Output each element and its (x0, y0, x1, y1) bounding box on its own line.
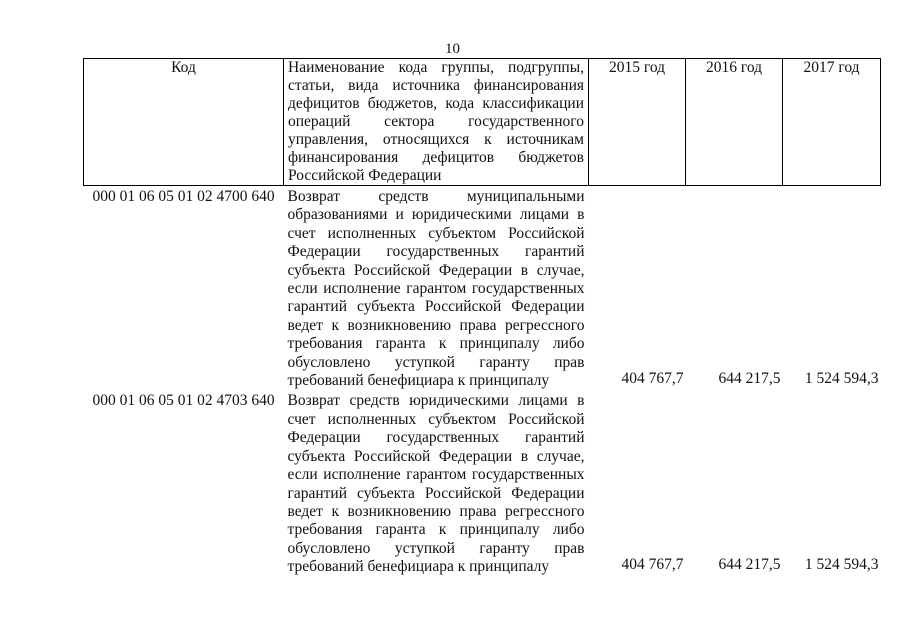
row-name: Возврат средств муниципальными образованиями и юридическими лицами в счет исполненных субъектом Российской Федерации государственных гарантий субъекта Российской Федерации в случае, если исполнение гарантом государственных гарантий субъекта Российской Федерации ведет к возникновению права регрессного требования гаранта к принципалу либо обусловлено уступкой гаранту прав требований бенефициара к принципалу (287, 188, 585, 390)
table-row (84, 186, 881, 391)
page-number: 10 (445, 41, 460, 57)
row-code: 000 01 06 05 01 02 4703 640 (92, 392, 275, 410)
row-value-2016: 644 217,5 (718, 370, 781, 388)
table-row (84, 390, 881, 576)
row-value-2017: 1 524 594,3 (804, 370, 879, 388)
header-year-2015: 2015 год (589, 59, 686, 186)
header-year-2016: 2016 год (686, 59, 783, 186)
financing-sources-table (83, 58, 881, 577)
row-value-2016: 644 217,5 (718, 556, 781, 574)
row-code: 000 01 06 05 01 02 4700 640 (92, 188, 275, 205)
header-year-2017: 2017 год (783, 59, 881, 186)
row-value-2017: 1 524 594,3 (804, 556, 879, 574)
table-header-row (84, 59, 881, 186)
row-value-2015: 404 767,7 (621, 370, 684, 388)
header-code: Код (84, 59, 284, 186)
row-value-2015: 404 767,7 (621, 556, 684, 574)
header-name: Наименование кода группы, подгруппы, статьи, вида источника финансирования дефицитов бюджетов, кода классификации операций сектора государственного управления, относящихся к источникам финансирования дефицитов бюджетов Российской Федерации (284, 59, 589, 186)
row-name: Возврат средств юридическими лицами в счет исполненных субъектом Российской Федерации государственных гарантий субъекта Российской Федерации в случае, если исполнение гарантом государственных гарантий субъекта Российской Федерации ведет к возникновению права регрессного требования гаранта к принципалу либо обусловлено уступкой гаранту прав требований бенефициара к принципалу (287, 392, 585, 576)
